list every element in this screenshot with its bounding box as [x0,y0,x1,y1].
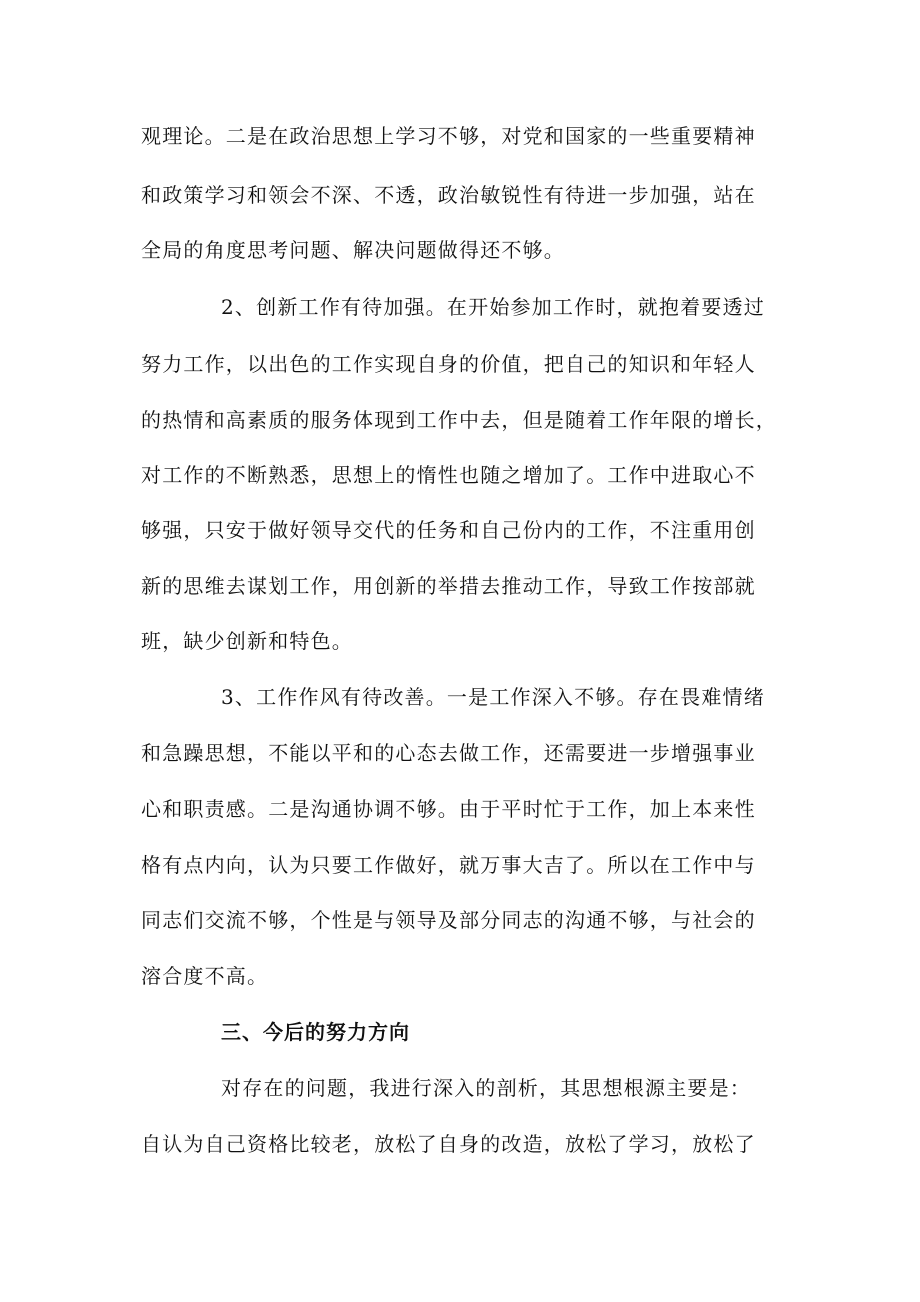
body-text-line: 努力工作，以出色的工作实现自身的价值，把自己的知识和年轻人 [141,352,756,376]
body-text-line: 和急躁思想，不能以平和的心态去做工作，还需要进一步增强事业 [141,741,756,765]
body-text-line: 格有点内向，认为只要工作做好，就万事大吉了。所以在工作中与 [141,853,756,877]
section-2-first-line: 2、创新工作有待加强。在开始参加工作时，就抱着要透过 [221,295,765,319]
body-text-line: 班，缺少创新和特色。 [141,629,353,653]
body-text-line: 对工作的不断熟悉，思想上的惰性也随之增加了。工作中进取心不 [141,463,756,487]
body-text-line: 和政策学习和领会不深、不透，政治敏锐性有待进一步加强，站在 [141,183,756,207]
body-text-line: 新的思维去谋划工作，用创新的举措去推动工作，导致工作按部就 [141,574,756,598]
body-text-line: 心和职责感。二是沟通协调不够。由于平时忙于工作，加上本来性 [141,797,756,821]
body-text-line: 溶合度不高。 [141,964,269,988]
body-text-line: 观理论。二是在政治思想上学习不够，对党和国家的一些重要精神 [141,124,756,148]
section-3-first-line: 3、工作作风有待改善。一是工作深入不够。存在畏难情绪 [221,685,765,709]
paragraph-first-line: 对存在的问题，我进行深入的剖析，其思想根源主要是： [221,1076,751,1100]
body-text-line: 够强，只安于做好领导交代的任务和自己份内的工作，不注重用创 [141,518,756,542]
body-text-line: 全局的角度思考问题、解决问题做得还不够。 [141,238,565,262]
body-text-line: 的热情和高素质的服务体现到工作中去，但是随着工作年限的增长， [141,408,777,432]
section-heading: 三、今后的努力方向 [221,1020,410,1044]
body-text-line: 同志们交流不够，个性是与领导及部分同志的沟通不够，与社会的 [141,908,756,932]
body-text-line: 自认为自己资格比较老，放松了自身的改造，放松了学习，放松了 [141,1132,756,1156]
